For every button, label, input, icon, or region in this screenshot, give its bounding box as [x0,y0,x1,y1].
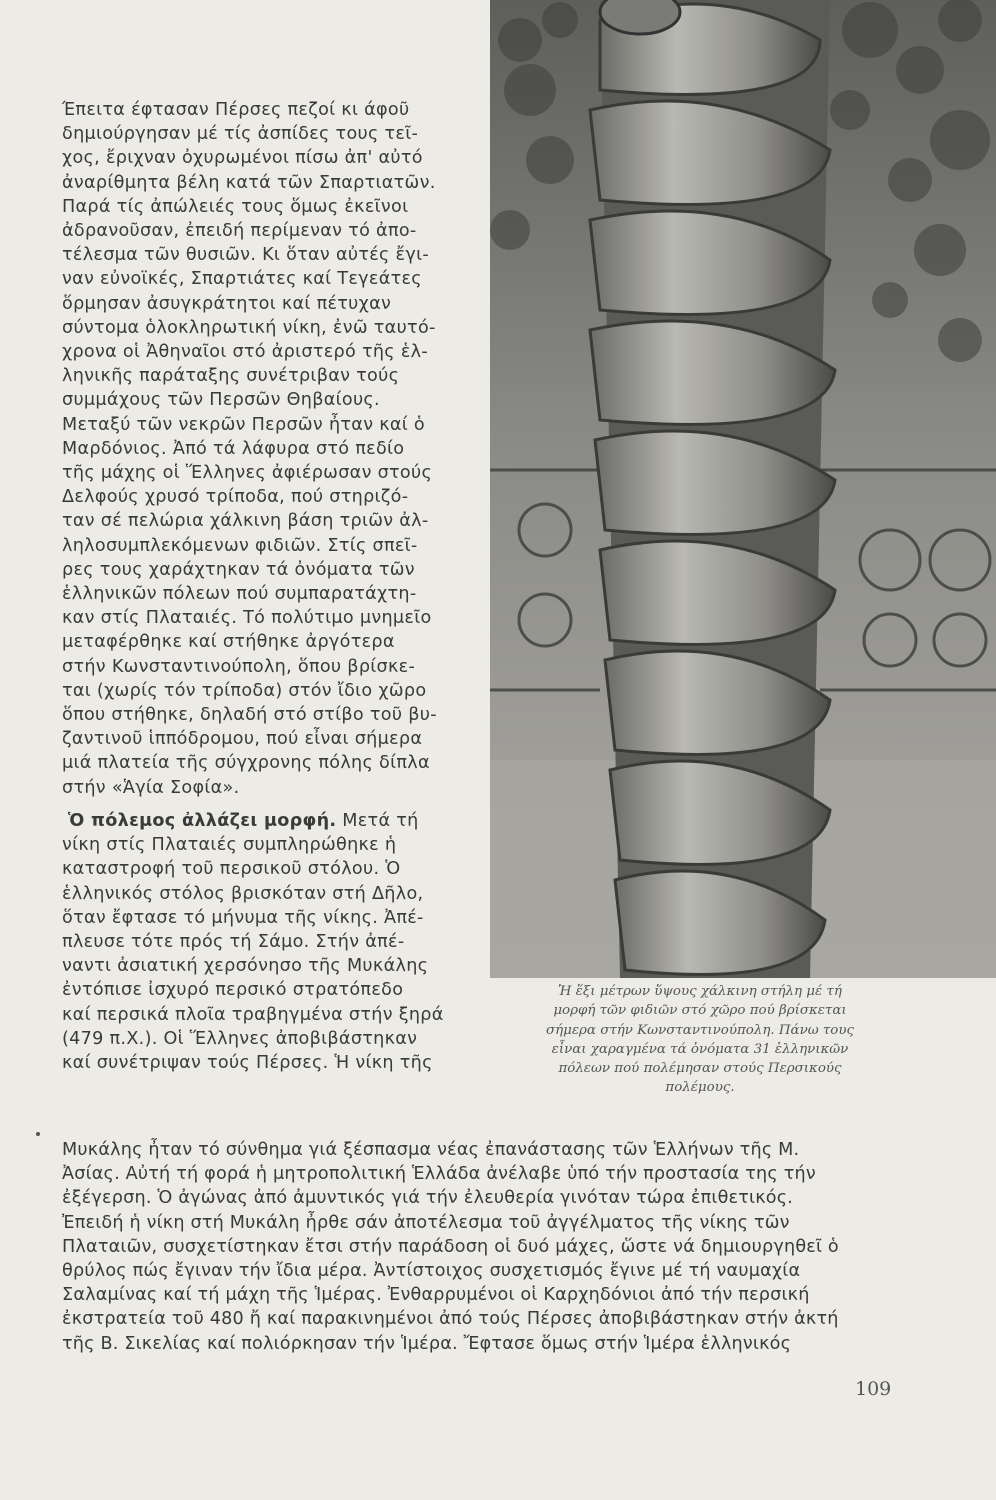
text-line: ἀναρίθμητα βέλη κατά τῶν Σπαρτιατῶν. [62,172,436,193]
text-line: πλευσε τότε πρός τή Σάμο. Στήν ἀπέ- [62,931,405,952]
text-line: καταστροφή τοῦ περσικοῦ στόλου. Ὁ [62,859,401,880]
page-number: 109 [855,1378,892,1400]
text-line: Μαρδόνιος. Ἀπό τά λάφυρα στό πεδίο [62,438,405,459]
text-line: ληνικῆς παράταξης συνέτριβαν τούς [62,366,400,387]
text-line: στήν «Ἁγία Σοφία». [62,777,240,798]
text-line: Μεταξύ τῶν νεκρῶν Περσῶν ἦταν καί ὁ [62,414,425,435]
text-line: ρες τους χαράχτηκαν τά ὀνόματα τῶν [62,559,415,580]
text-line: μιά πλατεία τῆς σύγχρονης πόλης δίπλα [62,753,430,774]
text-line: ναντι ἀσιατική χερσόνησο τῆς Μυκάλης [62,956,429,977]
text-line: Σαλαμίνας καί τή μάχη τῆς Ἱμέρας. Ἐνθαρρυμένοι οἱ Καρχηδόνιοι ἀπό τήν περσική [62,1285,810,1306]
text-line: Παρά τίς ἀπώλειές τους ὅμως ἐκεῖνοι [62,196,409,217]
text-line: ὅταν ἔφτασε τό μήνυμα τῆς νίκης. Ἀπέ- [62,907,424,928]
text-line: ἑλληνικός στόλος βρισκόταν στή Δῆλο, [62,883,424,904]
full-width-text [62,1138,897,1356]
left-text-column [62,98,487,1075]
text-line: Πλαταιῶν, συσχετίστηκαν ἔτσι στήν παράδοση οἱ δυό μάχες, ὥστε νά δημιουργηθεῖ ὁ [62,1236,839,1257]
text-line: μεταφέρθηκε καί στήθηκε ἀργότερα [62,632,395,653]
photo-caption [490,982,910,1098]
text-line: Μυκάλης ἦταν τό σύνθημα γιά ξέσπασμα νέας ἐπανάστασης τῶν Ἑλλήνων τῆς Μ. [62,1140,800,1160]
caption-line: σήμερα στήν Κωνσταντινούπολη. Πάνω τους [545,1022,855,1038]
text-line: ται (χωρίς τόν τρίποδα) στόν ἴδιο χῶρο [62,680,427,701]
text-line: Έπειτα έφτασαν Πέρσες πεζοί κι άφοῦ [62,100,410,120]
text-line: καν στίς Πλαταιές. Τό πολύτιμο μνημεῖο [62,608,432,629]
print-speck [36,1132,40,1136]
caption-line: πόλεων πού πολέμησαν στούς Περσικούς [558,1061,842,1077]
serpent-column-photo [490,0,996,978]
text-line: Δελφούς χρυσό τρίποδα, πού στηριζό- [62,487,409,508]
text-line: ναν εὐνοϊκές, Σπαρτιάτες καί Τεγεάτες [62,269,422,290]
caption-line: μορφή τῶν φιδιῶν στό χῶρο πού βρίσκεται [553,1003,847,1019]
text-line: τῆς μάχης οἱ Ἕλληνες ἀφιέρωσαν στούς [62,463,433,484]
text-line: τῆς Β. Σικελίας καί πολιόρκησαν τήν Ἱμέρα. Ἔφτασε ὅμως στήν Ἱμέρα ἑλληνικός [62,1333,792,1354]
text-line: χρονα οἱ Ἀθηναῖοι στό ἀριστερό τῆς ἑλ- [62,342,428,363]
text-line: ἑλληνικῶν πόλεων πού συμπαρατάχτη- [62,584,417,605]
text-line: ἐκστρατεία τοῦ 480 ἤ καί παρακινημένοι ἀπό τούς Πέρσες ἀποβιβάστηκαν στήν ἀκτή [62,1309,839,1330]
text-line: ζαντινοῦ ἱππόδρομου, πού εἶναι σήμερα [62,729,423,750]
text-line: καί περσικά πλοῖα τραβηγμένα στήν ξηρά [62,1004,444,1025]
text-line: συμμάχους τῶν Περσῶν Θηβαίους. [62,390,380,411]
section-heading: Ὁ πόλεμος ἀλλάζει μορφή. [67,810,337,831]
caption-line: εἶναι χαραγμένα τά ὀνόματα 31 ἑλληνικῶν [551,1041,849,1057]
text-line: δημιούργησαν μέ τίς ἀσπίδες τους τεῖ- [62,124,419,145]
text-line: θρύλος πώς ἔγιναν τήν ἴδια μέρα. Ἀντίστοιχος συσχετισμός ἔγινε μέ τή ναυμαχία [62,1261,801,1282]
text-line: ὅρμησαν ἀσυγκράτητοι καί πέτυχαν [62,293,392,314]
text-line: ἐξέγερση. Ὁ ἀγώνας ἀπό ἀμυντικός γιά τήν ἐλευθερία γινόταν τώρα ἐπιθετικός. [62,1188,794,1209]
text-line: Ἀσίας. Αὐτή τή φορά ἡ μητροπολιτική Ἑλλάδα ἀνέλαβε ὑπό τήν προστασία της τήν [62,1164,816,1185]
text-line: τέλεσμα τῶν θυσιῶν. Κι ὅταν αὐτές ἔγι- [62,245,429,266]
text-line: (479 π.Χ.). Οἱ Ἕλληνες ἀποβιβάστηκαν [62,1028,418,1049]
section-first-line [62,809,487,833]
text-line: Ἐπειδή ἡ νίκη στή Μυκάλη ἦρθε σάν ἀποτέλεσμα τοῦ ἀγγέλματος τῆς νίκης τῶν [62,1212,790,1233]
text-line: ἀδρανοῦσαν, ἐπειδή περίμεναν τό ἀπο- [62,221,417,242]
text-line: ταν σέ πελώρια χάλκινη βάση τριῶν ἀλ- [62,511,429,532]
text-line: καί συνέτριψαν τούς Πέρσες. Ἡ νίκη τῆς [62,1052,433,1073]
text-line: ἐντόπισε ἰσχυρό περσικό στρατόπεδο [62,980,404,1001]
text-line: στήν Κωνσταντινούπολη, ὅπου βρίσκε- [62,656,416,677]
text-line: σύντομα ὁλοκληρωτική νίκη, ἐνῶ ταυτό- [62,317,436,338]
section-heading-rest: Μετά τή [336,810,419,831]
caption-line: πολέμους. [665,1080,735,1096]
text-line: ὅπου στήθηκε, δηλαδή στό στίβο τοῦ βυ- [62,705,437,726]
caption-line: Ἡ ἕξι μέτρων ὕψους χάλκινη στήλη μέ τή [558,984,842,999]
text-line: ληλοσυμπλεκόμενων φιδιῶν. Στίς σπεῖ- [62,535,418,556]
text-line: χος, ἔριχναν ὀχυρωμένοι πίσω ἀπ' αὐτό [62,148,423,169]
text-line: νίκη στίς Πλαταιές συμπληρώθηκε ἡ [62,835,397,856]
